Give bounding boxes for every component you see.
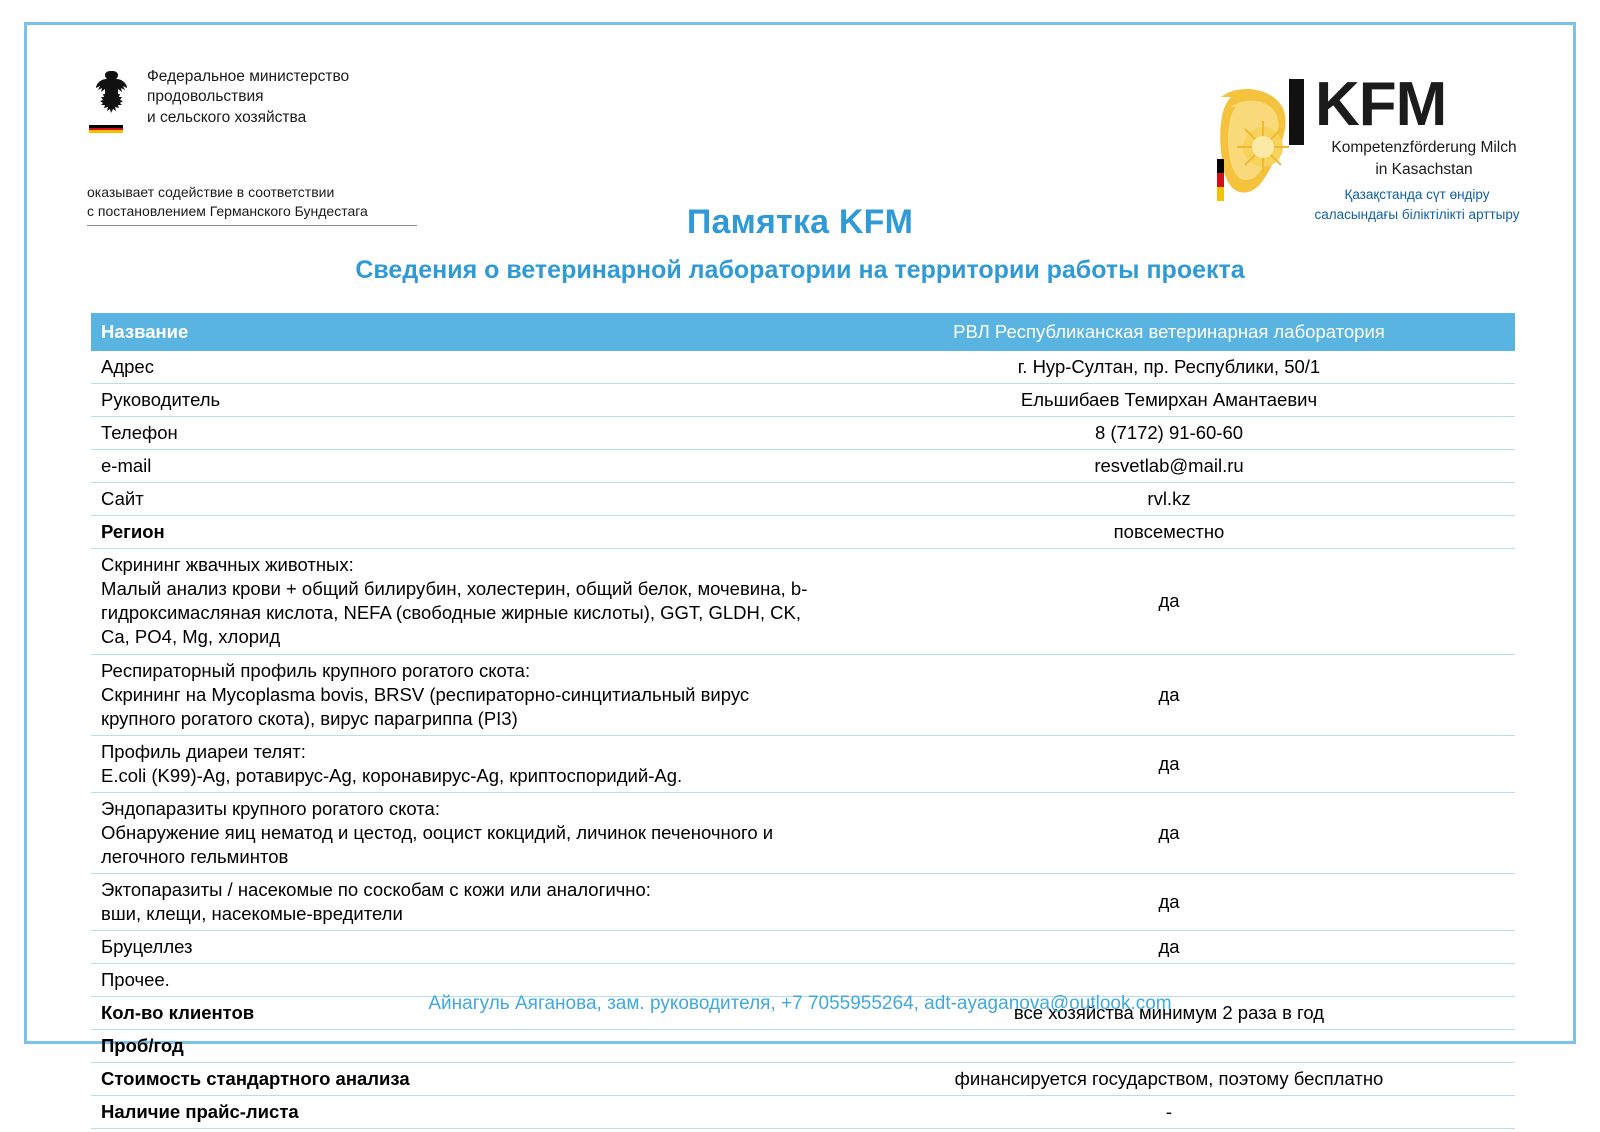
ministry-line-2: продовольствия bbox=[147, 88, 264, 106]
kfm-subtitle-kz-2: саласындағы біліктілікті арттыру bbox=[1314, 207, 1520, 222]
row-label-line: Скрининг жвачных животных: bbox=[101, 554, 354, 576]
footer-contact: Айнагуль Аяганова, зам. руководителя, +7 7055955264, adt-ayaganova@outlook.com bbox=[428, 993, 1172, 1014]
table-row bbox=[91, 1063, 1515, 1096]
row-label-line: Эндопаразиты крупного рогатого скота: bbox=[101, 797, 440, 819]
table-row bbox=[91, 964, 1515, 997]
row-label-line: Кол-во клиентов bbox=[101, 1002, 255, 1024]
row-label-line: Обнаружение яиц нематод и цестод, ооцист кокцидий, личинок печеночного и легочного гельминтов bbox=[101, 821, 774, 867]
row-value bbox=[823, 964, 1515, 997]
row-label-line: Проб/год bbox=[101, 1035, 184, 1057]
row-value: все хозяйства минимум 2 раза в год bbox=[823, 997, 1515, 1030]
row-label bbox=[91, 1030, 823, 1063]
row-value bbox=[823, 1030, 1515, 1063]
row-label bbox=[91, 516, 823, 549]
row-label-line: E.coli (K99)-Ag, ротавирус-Ag, коронавирус-Ag, криптоспоридий-Ag. bbox=[101, 764, 683, 786]
row-label bbox=[91, 450, 823, 483]
row-label bbox=[91, 735, 823, 792]
bmel-logo bbox=[87, 67, 349, 129]
ministry-line-1: Федеральное министерство bbox=[147, 68, 350, 85]
row-label bbox=[91, 964, 823, 997]
table-row bbox=[91, 1030, 1515, 1063]
table-row bbox=[91, 450, 1515, 483]
kfm-wordmark: KFM bbox=[1315, 70, 1447, 139]
row-label-line: Телефон bbox=[101, 422, 178, 444]
row-label bbox=[91, 417, 823, 450]
row-value: да bbox=[823, 735, 1515, 792]
page-title: Памятка KFM bbox=[686, 203, 914, 241]
row-label bbox=[91, 930, 823, 963]
row-label bbox=[91, 483, 823, 516]
row-label-line: Стоимость стандартного анализа bbox=[101, 1068, 410, 1090]
row-label-line: Руководитель bbox=[101, 389, 221, 411]
table-row bbox=[91, 483, 1515, 516]
table-header-value: РВЛ Республиканская ветеринарная лаборатория bbox=[823, 314, 1515, 351]
table-row bbox=[91, 930, 1515, 963]
row-label bbox=[91, 792, 823, 873]
document-header bbox=[27, 25, 1573, 295]
row-label-line: вши, клещи, насекомые-вредители bbox=[101, 902, 403, 924]
row-value: повсеместно bbox=[823, 516, 1515, 549]
row-label bbox=[91, 384, 823, 417]
ministry-line-3: и сельского хозяйства bbox=[147, 108, 307, 126]
table-row bbox=[91, 516, 1515, 549]
row-label-line: Сайт bbox=[101, 488, 144, 510]
row-label-line: Адрес bbox=[101, 356, 154, 378]
row-label-line: Эктопаразиты / насекомые по соскобам с кожи или аналогично: bbox=[101, 878, 651, 900]
row-label-line: Регион bbox=[101, 521, 165, 543]
ministry-name bbox=[147, 67, 349, 128]
row-value: - bbox=[823, 1096, 1515, 1129]
row-label bbox=[91, 1063, 823, 1096]
subsidy-line-1: оказывает содействие в соответствии bbox=[87, 184, 335, 200]
row-label-line: Малый анализ крови + общий билирубин, холестерин, общий белок, мочевина, b-гидроксимасляная кислота, NEFA (свободные жирные кислоты), GGT, GLDH, CK, Ca, PO4, Mg, хлорид bbox=[101, 578, 808, 648]
table-row bbox=[91, 654, 1515, 735]
row-label-line: Респираторный профиль крупного рогатого скота: bbox=[101, 659, 531, 681]
title-block bbox=[27, 203, 1573, 285]
row-value: resvetlab@mail.ru bbox=[823, 450, 1515, 483]
row-value: г. Нур-Султан, пр. Республики, 50/1 bbox=[823, 351, 1515, 384]
page-subtitle: Сведения о ветеринарной лаборатории на территории работы проекта bbox=[355, 256, 1245, 284]
kazakhstan-map-icon bbox=[1207, 81, 1297, 209]
row-label bbox=[91, 549, 823, 654]
row-label bbox=[91, 351, 823, 384]
row-value: Ельшибаев Темирхан Амантаевич bbox=[823, 384, 1515, 417]
row-value: да bbox=[823, 873, 1515, 930]
table-row bbox=[91, 735, 1515, 792]
row-label-line: Профиль диареи телят: bbox=[101, 740, 306, 762]
row-value: да bbox=[823, 930, 1515, 963]
row-value: да bbox=[823, 792, 1515, 873]
row-value: 8 (7172) 91-60-60 bbox=[823, 417, 1515, 450]
row-label-line: e-mail bbox=[101, 455, 152, 477]
subsidy-line-2: с постановлением Германского Бундестага bbox=[87, 202, 368, 219]
table-row bbox=[91, 792, 1515, 873]
table-row bbox=[91, 384, 1515, 417]
table-row bbox=[91, 351, 1515, 384]
row-label bbox=[91, 654, 823, 735]
federal-eagle-icon bbox=[87, 67, 133, 129]
kfm-subtitle-kz-1: Қазақстанда сүт өндіру bbox=[1344, 187, 1490, 202]
table-row bbox=[91, 549, 1515, 654]
table-header-row bbox=[91, 314, 1515, 351]
row-value: rvl.kz bbox=[823, 483, 1515, 516]
kfm-subtitle-de-2: in Kasachstan bbox=[1375, 161, 1473, 178]
row-label-line: Прочее. bbox=[101, 969, 170, 991]
row-value: да bbox=[823, 654, 1515, 735]
row-label-line: Наличие прайс-листа bbox=[101, 1101, 299, 1123]
table-row bbox=[91, 873, 1515, 930]
kfm-subtitle-de-1: Kompetenzförderung Milch bbox=[1331, 139, 1517, 156]
table-row bbox=[91, 417, 1515, 450]
german-flag-bar bbox=[89, 125, 123, 133]
row-label-line: Скрининг на Mycoplasma bovis, BRSV (респираторно-синцитиальный вирус крупного рогатого скота), вирус парагриппа (PI3) bbox=[101, 683, 750, 729]
table-header-label: Название bbox=[91, 314, 823, 351]
row-value: да bbox=[823, 549, 1515, 654]
row-value: финансируется государством, поэтому бесплатно bbox=[823, 1063, 1515, 1096]
row-label bbox=[91, 873, 823, 930]
kfm-logo-bar bbox=[1289, 79, 1304, 145]
row-label bbox=[91, 1096, 823, 1129]
row-label-line: Бруцеллез bbox=[101, 935, 193, 957]
document-frame bbox=[24, 22, 1576, 1123]
table-row bbox=[91, 1096, 1515, 1129]
